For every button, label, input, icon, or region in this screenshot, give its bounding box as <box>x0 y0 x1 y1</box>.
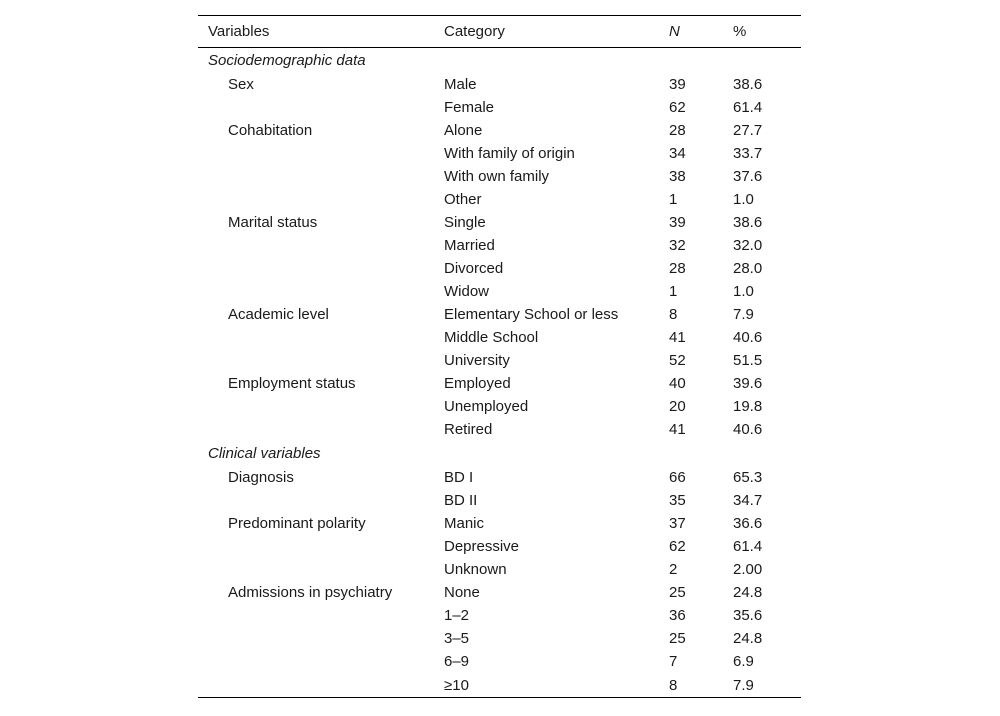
percent-cell: 40.6 <box>733 421 763 438</box>
n-cell: 37 <box>669 515 686 532</box>
header-percent: % <box>733 23 747 40</box>
n-cell: 1 <box>669 191 678 208</box>
table-row <box>198 257 801 280</box>
percent-cell: 1.0 <box>733 283 754 300</box>
table-row <box>198 280 801 303</box>
n-cell: 39 <box>669 76 686 93</box>
table-row <box>198 604 801 627</box>
section-header-row <box>198 48 801 74</box>
variable-cell <box>198 395 434 418</box>
n-cell: 2 <box>669 561 678 578</box>
variable-cell: Cohabitation <box>228 122 313 139</box>
table-row <box>198 489 801 512</box>
category-cell: BD I <box>444 469 474 486</box>
variable-cell <box>198 96 434 119</box>
table-row <box>198 395 801 418</box>
percent-cell: 24.8 <box>733 630 763 647</box>
table-header <box>198 16 801 48</box>
n-cell: 8 <box>669 676 678 694</box>
percent-cell: 39.6 <box>733 375 763 392</box>
n-cell: 62 <box>669 99 686 116</box>
section-title: Sociodemographic data <box>208 52 366 69</box>
variable-cell <box>198 650 434 673</box>
category-cell: 3–5 <box>444 630 470 647</box>
category-cell: 6–9 <box>444 653 470 670</box>
table-row <box>198 650 801 673</box>
variable-cell <box>198 142 434 165</box>
table-row <box>198 119 801 142</box>
category-cell: Employed <box>444 375 511 392</box>
category-cell: None <box>444 584 480 601</box>
table-row <box>198 234 801 257</box>
table-row <box>198 303 801 326</box>
percent-cell: 19.8 <box>733 398 763 415</box>
table-bottom-rule <box>198 697 801 698</box>
category-cell: Manic <box>444 515 485 532</box>
table-row <box>198 165 801 188</box>
table-row <box>198 466 801 489</box>
percent-cell: 40.6 <box>733 329 763 346</box>
percent-cell: 37.6 <box>733 168 763 185</box>
percent-cell: 24.8 <box>733 584 763 601</box>
category-cell: BD II <box>444 492 478 509</box>
table-row <box>198 211 801 234</box>
n-cell: 28 <box>669 122 686 139</box>
percent-cell: 65.3 <box>733 469 763 486</box>
table-row <box>198 349 801 372</box>
table-row <box>198 627 801 650</box>
variable-cell <box>198 280 434 303</box>
variable-cell <box>198 326 434 349</box>
category-cell: Male <box>444 76 477 93</box>
percent-cell: 1.0 <box>733 191 754 208</box>
variable-cell <box>198 234 434 257</box>
percent-cell: 61.4 <box>733 538 763 555</box>
variable-cell <box>198 604 434 627</box>
percent-cell: 7.9 <box>733 676 754 694</box>
category-cell: Married <box>444 237 495 254</box>
variable-cell: Diagnosis <box>228 469 294 486</box>
percent-cell: 7.9 <box>733 306 754 323</box>
table-row <box>198 326 801 349</box>
table-row <box>198 188 801 211</box>
category-cell: Retired <box>444 421 493 438</box>
table-row <box>198 558 801 581</box>
percent-cell: 34.7 <box>733 492 763 509</box>
category-cell: Elementary School or less <box>444 306 619 323</box>
n-cell: 7 <box>669 653 678 670</box>
variable-cell: Admissions in psychiatry <box>228 584 393 601</box>
category-cell: Unknown <box>444 561 507 578</box>
n-cell: 38 <box>669 168 686 185</box>
demographics-table <box>198 15 801 697</box>
table-row <box>198 512 801 535</box>
variable-cell <box>198 558 434 581</box>
variable-cell <box>198 257 434 280</box>
variable-cell <box>198 349 434 372</box>
n-cell: 35 <box>669 492 686 509</box>
table-row <box>198 535 801 558</box>
category-cell: Middle School <box>444 329 539 346</box>
category-cell: Divorced <box>444 260 504 277</box>
header-variables: Variables <box>208 23 270 40</box>
table-row <box>198 673 801 697</box>
percent-cell: 51.5 <box>733 352 763 369</box>
percent-cell: 2.00 <box>733 561 763 578</box>
variable-cell <box>198 165 434 188</box>
n-cell: 39 <box>669 214 686 231</box>
n-cell: 8 <box>669 306 678 323</box>
table-row <box>198 581 801 604</box>
category-cell: University <box>444 352 510 369</box>
n-cell: 25 <box>669 630 686 647</box>
percent-cell: 28.0 <box>733 260 763 277</box>
category-cell: 1–2 <box>444 607 470 624</box>
percent-cell: 38.6 <box>733 214 763 231</box>
n-cell: 66 <box>669 469 686 486</box>
percent-cell: 36.6 <box>733 515 763 532</box>
variable-cell <box>198 489 434 512</box>
n-cell: 25 <box>669 584 686 601</box>
category-cell: Widow <box>444 283 490 300</box>
table-row <box>198 96 801 119</box>
n-cell: 40 <box>669 375 686 392</box>
data-table-container <box>198 15 801 698</box>
variable-cell <box>198 418 434 441</box>
category-cell: Female <box>444 99 495 116</box>
header-row <box>198 16 801 48</box>
percent-cell: 27.7 <box>733 122 763 139</box>
section-header-row <box>198 441 801 466</box>
category-cell: ≥10 <box>444 676 469 694</box>
variable-cell <box>198 673 434 697</box>
table-body <box>198 48 801 698</box>
variable-cell: Marital status <box>228 214 318 231</box>
percent-cell: 38.6 <box>733 76 763 93</box>
header-category: Category <box>444 23 505 40</box>
n-cell: 62 <box>669 538 686 555</box>
percent-cell: 32.0 <box>733 237 763 254</box>
n-cell: 1 <box>669 283 678 300</box>
n-cell: 28 <box>669 260 686 277</box>
n-cell: 41 <box>669 421 686 438</box>
section-title: Clinical variables <box>208 445 321 462</box>
table-row <box>198 372 801 395</box>
percent-cell: 61.4 <box>733 99 763 116</box>
n-cell: 20 <box>669 398 686 415</box>
variable-cell: Academic level <box>228 306 329 323</box>
category-cell: With family of origin <box>444 145 575 162</box>
category-cell: Single <box>444 214 486 231</box>
variable-cell: Employment status <box>228 375 356 392</box>
variable-cell: Predominant polarity <box>228 515 366 532</box>
category-cell: With own family <box>444 168 550 185</box>
category-cell: Alone <box>444 122 483 139</box>
percent-cell: 6.9 <box>733 653 754 670</box>
n-cell: 34 <box>669 145 686 162</box>
header-n: N <box>669 23 680 40</box>
variable-cell: Sex <box>228 76 254 93</box>
percent-cell: 33.7 <box>733 145 763 162</box>
n-cell: 52 <box>669 352 686 369</box>
category-cell: Unemployed <box>444 398 529 415</box>
category-cell: Other <box>444 191 482 208</box>
percent-cell: 35.6 <box>733 607 763 624</box>
variable-cell <box>198 535 434 558</box>
table-row <box>198 418 801 441</box>
category-cell: Depressive <box>444 538 520 555</box>
n-cell: 36 <box>669 607 686 624</box>
table-row <box>198 142 801 165</box>
variable-cell <box>198 627 434 650</box>
table-row <box>198 73 801 96</box>
n-cell: 32 <box>669 237 686 254</box>
variable-cell <box>198 188 434 211</box>
n-cell: 41 <box>669 329 686 346</box>
